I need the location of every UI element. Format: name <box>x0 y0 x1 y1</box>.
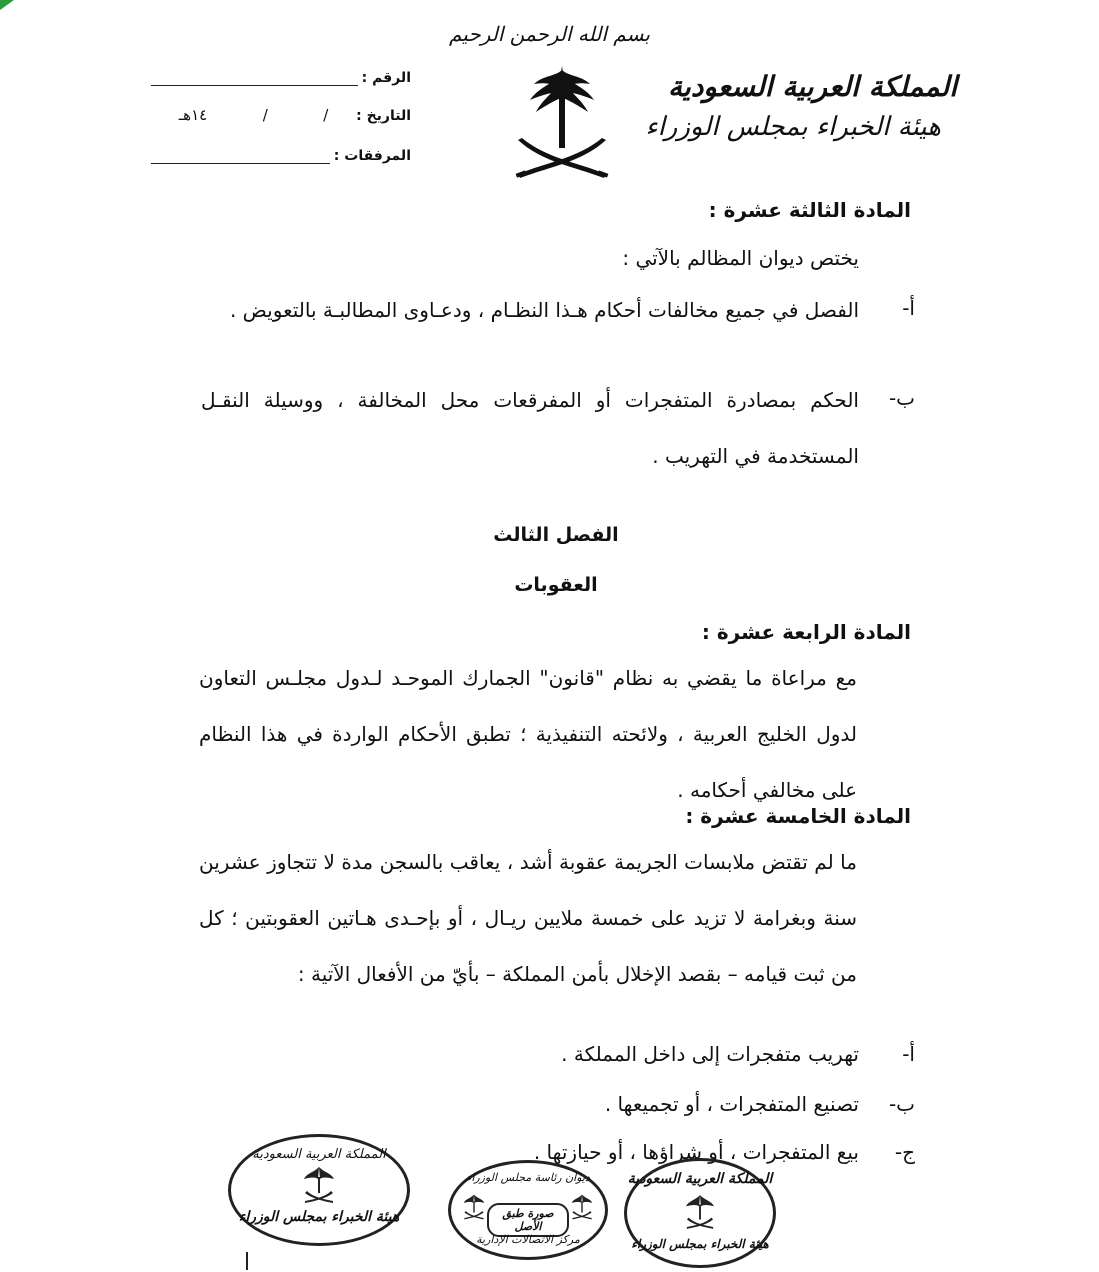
stamp-right <box>624 1158 776 1268</box>
article-13-heading: المادة الثالثة عشرة : <box>708 198 911 222</box>
date-suffix: ١٤هـ <box>178 106 208 124</box>
stamp-middle-bottom-text: مركز الاتصالات الإدارية <box>476 1233 580 1246</box>
number-line <box>151 71 358 86</box>
article-13-intro: يختص ديوان المظالم بالآتي : <box>622 246 859 270</box>
article-15-heading: المادة الخامسة عشرة : <box>685 804 911 828</box>
chapter-title: الفصل الثالث <box>493 524 619 546</box>
article-13-item-a-mark: أ- <box>902 296 915 320</box>
stamp-right-top-text: المملكة العربية السعودية <box>627 1171 773 1187</box>
chapter-subtitle: العقوبات <box>514 574 598 596</box>
article-14-text: مع مراعاة ما يقضي به نظام "قانون" الجمارك الموحـد لـدول مجلـس التعاون لدول الخليج العربية ، ولائحته التنفيذية ؛ تطبق الأحكام الواردة في هذا النظام على مخالفي أحكامه . <box>199 666 857 802</box>
stamp-right-emblem-icon <box>685 1193 715 1231</box>
stamp-middle-emblem-right-icon <box>571 1193 593 1221</box>
stamp-left-emblem-icon <box>303 1165 335 1205</box>
stamp-middle <box>448 1160 608 1260</box>
number-label: الرقم : <box>361 70 411 86</box>
stamp-middle-center-text: صورة طبق الأصل <box>487 1203 569 1237</box>
corner-mark <box>0 0 14 10</box>
stamp-middle-top-text: ديوان رئاسة مجلس الوزراء <box>466 1171 590 1184</box>
date-label: التاريخ : <box>356 108 411 124</box>
article-13-item-b-text: الحكم بمصادرة المتفجرات أو المفرقعات محل المخالفة ، ووسيلة النقـل المستخدمة في التهريب . <box>201 388 859 468</box>
date-slots <box>151 106 356 124</box>
article-15-item-a-mark: أ- <box>902 1042 915 1066</box>
stamp-middle-emblem-left-icon <box>463 1193 485 1221</box>
date-slot-1: / <box>323 106 329 124</box>
palm-swords-emblem-icon <box>512 62 612 188</box>
article-13-item-a-text: الفصل في جميع مخالفات أحكام هـذا النظـام ، ودعـاوى المطالبـة بالتعويض . <box>229 298 859 322</box>
stamp-left <box>228 1134 410 1246</box>
bureau-title: هيئة الخبراء بمجلس الوزراء <box>645 112 941 142</box>
basmala: بسم الله الرحمن الرحيم <box>448 22 650 46</box>
article-13-item-b-mark: ب- <box>888 386 915 410</box>
stamp-left-bottom-text: هيئة الخبراء بمجلس الوزراء <box>238 1209 400 1225</box>
article-15-text: ما لم تقتض ملابسات الجريمة عقوبة أشد ، يعاقب بالسجن مدة لا تتجاوز عشرين سنة وبغرامة لا تزيد على خمسة ملايين ريـال ، أو بإحـدى هـاتين العقوبتين ؛ كل من ثبت قيامه – بقصد الإخلال بأمن المملكة – بأيّ من الأفعال الآتية : <box>199 850 857 986</box>
article-14-heading: المادة الرابعة عشرة : <box>701 620 911 644</box>
date-field <box>151 100 411 124</box>
article-15-item-c-mark: ج- <box>894 1140 915 1164</box>
page-mark <box>246 1252 248 1270</box>
article-15-item-b-text: تصنيع المتفجرات ، أو تجميعها . <box>604 1092 859 1116</box>
stamp-right-bottom-text: هيئة الخبراء بمجلس الوزراء <box>631 1237 769 1251</box>
kingdom-title: المملكة العربية السعودية <box>668 70 957 103</box>
date-slot-2: / <box>262 106 268 124</box>
stamp-left-top-text: المملكة العربية السعودية <box>252 1147 386 1162</box>
attachments-line <box>151 149 330 164</box>
article-15-item-c-text: بيع المتفجرات ، أو شراؤها ، أو حيازتها . <box>533 1140 859 1164</box>
attachments-field <box>151 140 411 164</box>
attachments-label: المرفقات : <box>333 148 411 164</box>
number-field <box>151 62 411 86</box>
article-15-item-b-mark: ب- <box>888 1092 915 1116</box>
article-15-item-a-text: تهريب متفجرات إلى داخل المملكة . <box>561 1042 859 1066</box>
